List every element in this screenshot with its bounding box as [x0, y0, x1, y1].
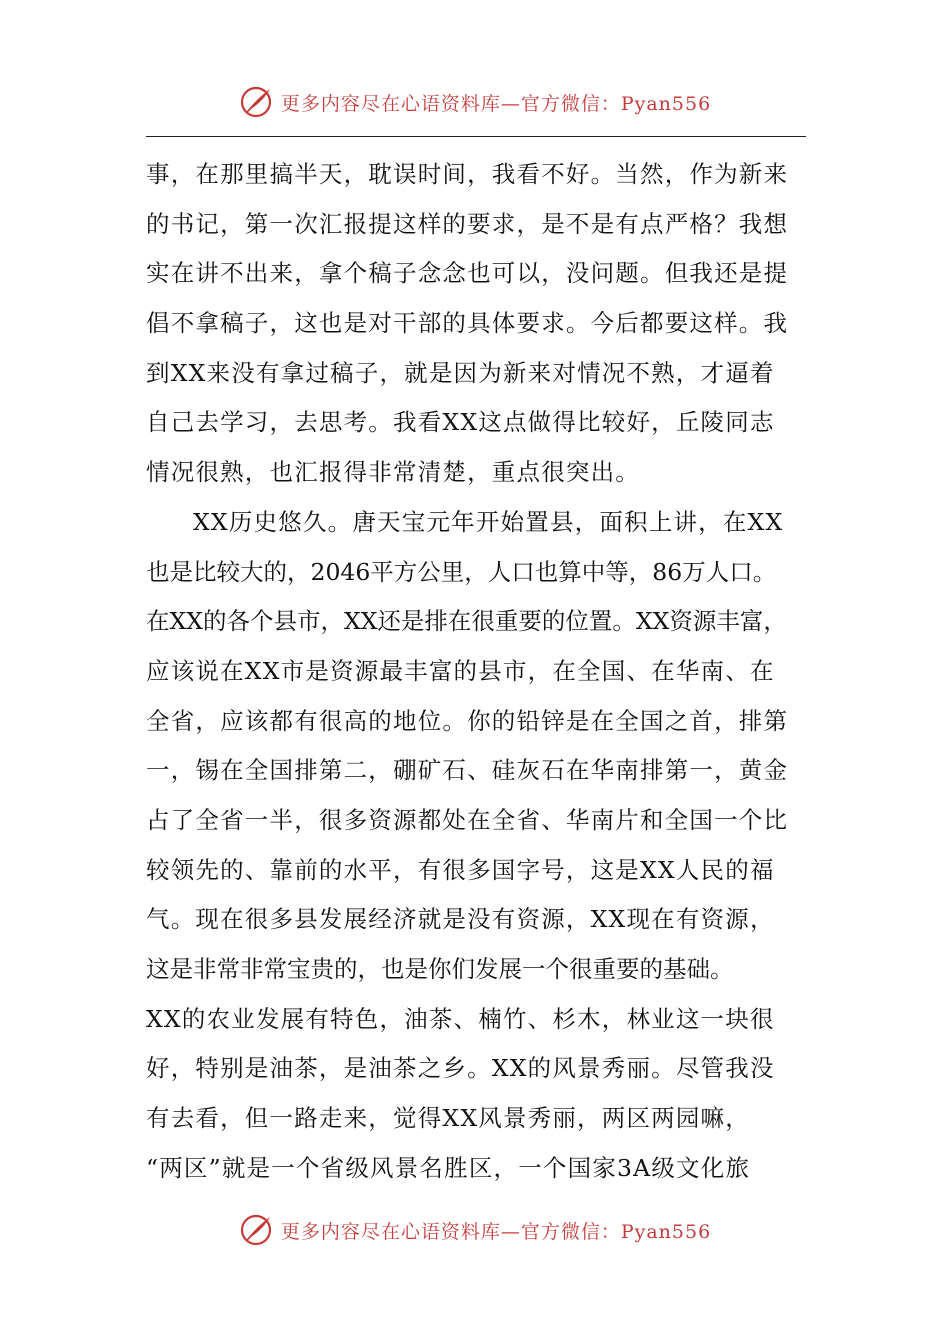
text-line: 情况很熟，也汇报得非常清楚，重点很突出。 [146, 458, 640, 487]
text-line: 也是比较大的，2046平方公里，人口也算中等，86万人口。 [146, 557, 777, 586]
paragraph-start-line: XX历史悠久。唐天宝元年开始置县，面积上讲，在XX [193, 507, 784, 536]
text-line: 全省，应该都有很高的地位。你的铅锌是在全国之首，排第 [146, 706, 789, 735]
text-line: 较领先的、靠前的水平，有很多国字号，这是XX人民的福 [146, 855, 775, 884]
page-footer [0, 1212, 950, 1248]
text-line: 倡不拿稿子，这也是对干部的具体要求。今后都要这样。我 [146, 309, 789, 338]
header-divider [146, 136, 806, 137]
text-line: 应该说在XX市是资源最丰富的县市，在全国、在华南、在 [146, 656, 775, 685]
text-line: 的书记，第一次汇报提这样的要求，是不是有点严格？我想 [146, 209, 789, 238]
text-line: 到XX来没有拿过稿子，就是因为新来对情况不熟，才逼着 [146, 358, 775, 387]
header-banner-text: 更多内容尽在心语资料库—官方微信：Pyan556 [280, 92, 712, 115]
text-line: 在XX的各个县市，XX还是排在很重要的位置。XX资源丰富， [146, 607, 787, 636]
text-line: 好，特别是油茶，是油茶之乡。XX的风景秀丽。尽管我没 [146, 1054, 775, 1083]
document-body [146, 150, 808, 1193]
text-line: 事，在那里搞半天，耽误时间，我看不好。当然，作为新来 [146, 160, 789, 188]
text-line: “两区”就是一个省级风景名胜区，一个国家3A级文化旅 [146, 1153, 751, 1182]
text-line: 实在讲不出来，拿个稿子念念也可以，没问题。但我还是提 [146, 259, 789, 288]
text-line: 自己去学习，去思考。我看XX这点做得比较好，丘陵同志 [146, 408, 775, 437]
text-line: 一，锡在全国排第二，硼矿石、硅灰石在华南排第一，黄金 [146, 756, 789, 785]
text-line: 占了全省一半，很多资源都处在全省、华南片和全国一个比 [146, 805, 789, 834]
quill-pen-logo-icon [239, 84, 275, 120]
text-line: 气。现在很多县发展经济就是没有资源，XX现在有资源， [146, 905, 775, 934]
text-line: XX的农业发展有特色，油茶、楠竹、杉木，林业这一块很 [146, 1004, 775, 1033]
page-header [0, 84, 950, 120]
text-line: 有去看，但一路走来，觉得XX风景秀丽，两区两园嘛， [146, 1104, 750, 1133]
quill-pen-logo-icon [239, 1212, 275, 1248]
footer-banner-text: 更多内容尽在心语资料库—官方微信：Pyan556 [280, 1220, 712, 1243]
text-line: 这是非常非常宝贵的，也是你们发展一个很重要的基础。 [146, 955, 734, 983]
